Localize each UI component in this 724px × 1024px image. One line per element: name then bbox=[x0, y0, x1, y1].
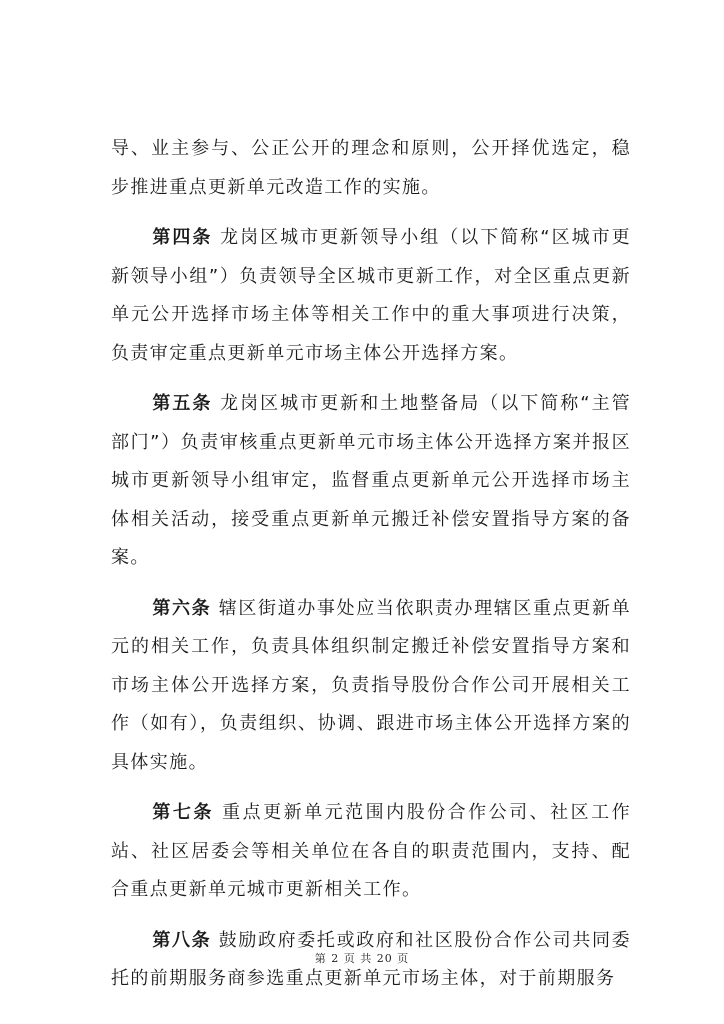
article-label: 第五条 bbox=[152, 393, 213, 414]
article-label: 第七条 bbox=[152, 802, 214, 823]
page-footer bbox=[0, 950, 724, 966]
paragraph-text: 导、业主参与、公正公开的理念和原则，公开择优选定，稳步推进重点更新单元改造工作的实施。 bbox=[111, 138, 631, 198]
article-4 bbox=[111, 219, 631, 373]
article-label: 第四条 bbox=[152, 227, 213, 248]
article-text: 鼓励政府委托或政府和社区股份合作公司共同委托的前期服务商参选重点更新单元市场主体，对于前期服务 bbox=[111, 929, 631, 989]
article-5 bbox=[111, 385, 631, 578]
article-label: 第六条 bbox=[152, 597, 212, 619]
document-body bbox=[111, 130, 631, 1011]
article-7 bbox=[111, 794, 631, 910]
page-number: 第 2 页 共 20 页 bbox=[314, 952, 410, 965]
paragraph-continuation bbox=[111, 130, 631, 207]
article-text: 重点更新单元范围内股份合作公司、社区工作站、社区居委会等相关单位在各自的职责范围内，支持、配合重点更新单元城市更新相关工作。 bbox=[111, 802, 631, 900]
article-text: 龙岗区城市更新领导小组（以下简称“区城市更新领导小组”）负责领导全区城市更新工作，对全区重点更新单元公开选择市场主体等相关工作中的重大事项进行决策，负责审定重点更新单元市场主体公开选择方案。 bbox=[111, 227, 631, 364]
article-label: 第八条 bbox=[152, 929, 212, 951]
article-text: 辖区街道办事处应当依职责办理辖区重点更新单元的相关工作，负责具体组织制定搬迁补偿安置指导方案和市场主体公开选择方案，负责指导股份合作公司开展相关工作（如有），负责组织、协调、跟进市场主体公开选择方案的具体实施。 bbox=[111, 597, 631, 773]
article-6 bbox=[111, 590, 631, 783]
article-text: 龙岗区城市更新和土地整备局（以下简称“主管部门”）负责审核重点更新单元市场主体公开选择方案并报区城市更新领导小组审定，监督重点更新单元公开选择市场主体相关活动，接受重点更新单元搬迁补偿安置指导方案的备案。 bbox=[111, 393, 631, 568]
